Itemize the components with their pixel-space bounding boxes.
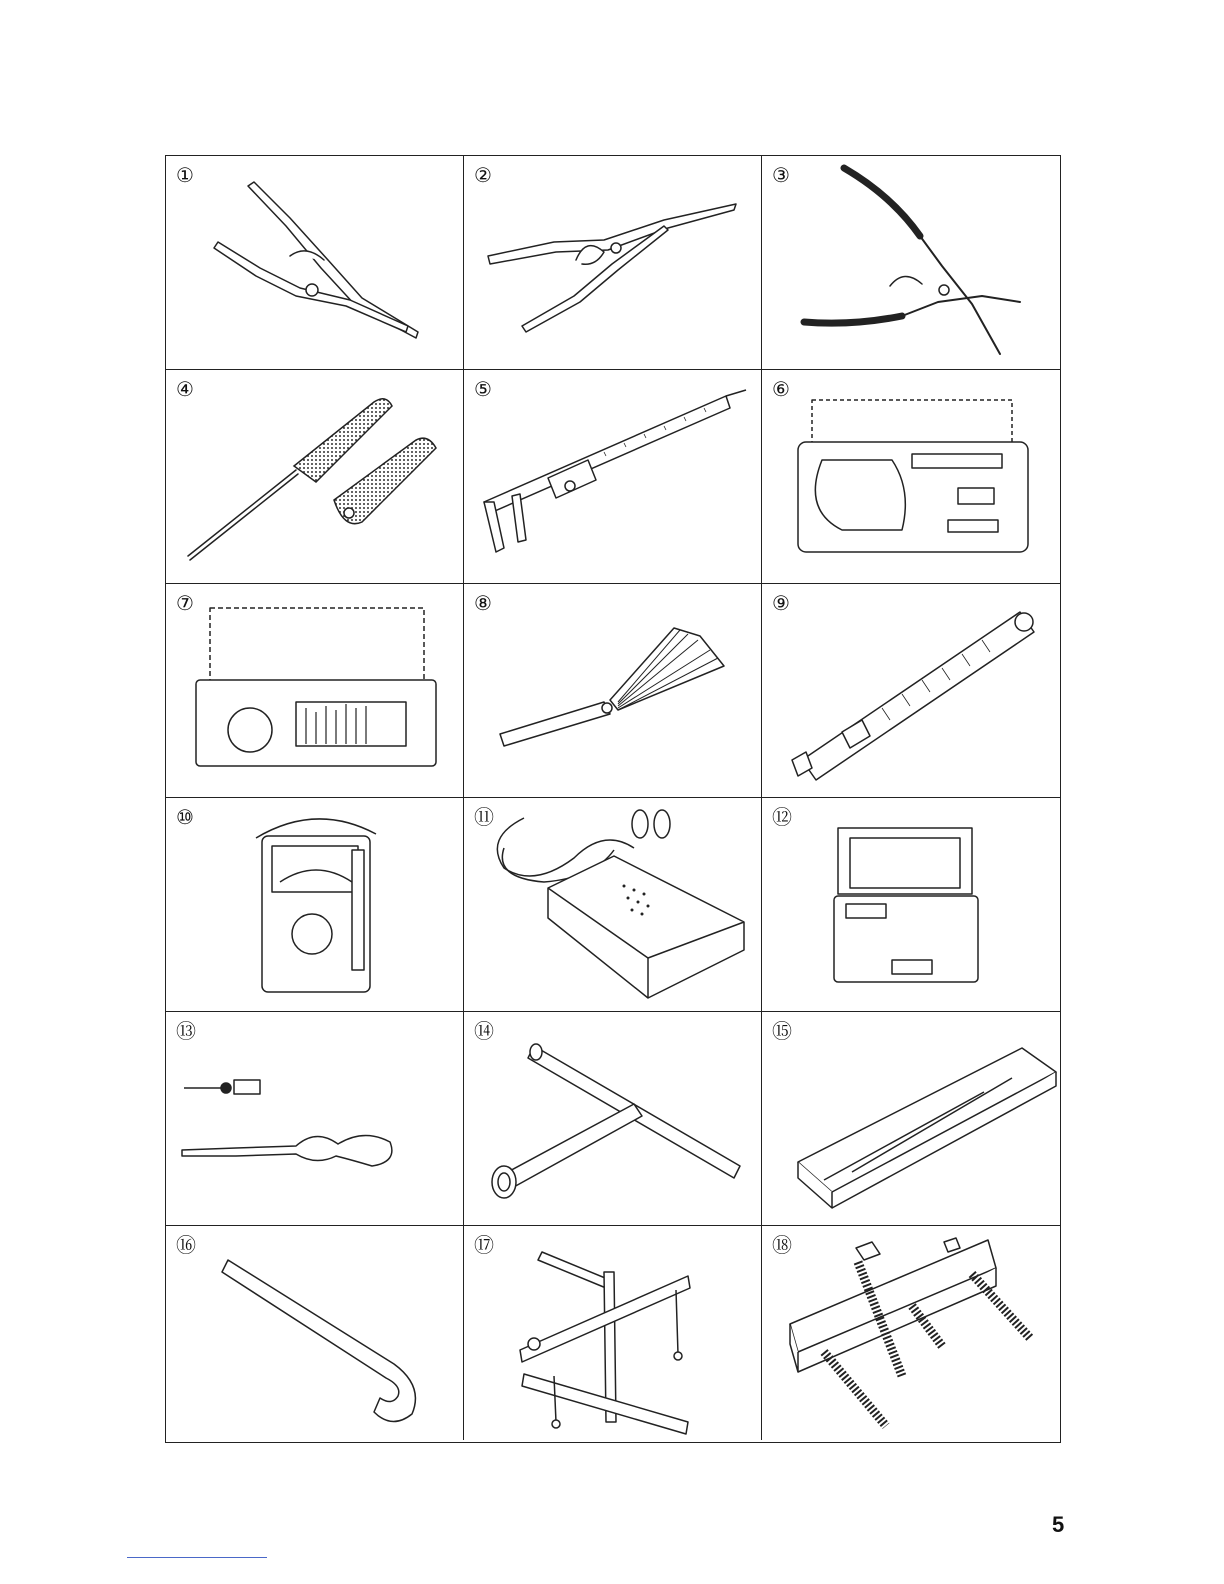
hook-spanner-icon <box>166 1226 464 1440</box>
gauge-bar-icon <box>762 584 1060 798</box>
footer-divider <box>127 1557 267 1558</box>
snap-ring-pliers-icon <box>464 156 762 370</box>
item-number: ⑦ <box>176 591 194 615</box>
item-number: ⑨ <box>772 591 790 615</box>
item-number: ③ <box>772 163 790 187</box>
item-number: ⑯ <box>176 1233 196 1257</box>
tool-cell-2 <box>464 156 762 370</box>
tool-cell-18 <box>762 1226 1060 1440</box>
item-number: ⑫ <box>772 805 792 829</box>
tester-box-icon <box>464 798 762 1012</box>
item-number: ④ <box>176 377 194 401</box>
gauge-plate-icon <box>762 1012 1060 1226</box>
tool-cell-1 <box>166 156 464 370</box>
t-wrench-icon <box>464 1012 762 1226</box>
tool-cell-9 <box>762 584 1060 798</box>
tool-cell-7 <box>166 584 464 798</box>
item-number: ⑮ <box>772 1019 792 1043</box>
dial-gauge-set-icon <box>166 584 464 798</box>
tool-cell-13 <box>166 1012 464 1226</box>
item-number: ⑱ <box>772 1233 792 1257</box>
tool-cell-17 <box>464 1226 762 1440</box>
tool-cell-8 <box>464 584 762 798</box>
tool-cell-12 <box>762 798 1060 1012</box>
probe-tool-icon <box>166 1012 464 1226</box>
tool-cell-4 <box>166 370 464 584</box>
tool-grid <box>165 155 1061 1443</box>
feeler-gauge-icon <box>464 584 762 798</box>
item-number: ⑤ <box>474 377 492 401</box>
snap-ring-pliers-icon <box>166 156 464 370</box>
tool-cell-11 <box>464 798 762 1012</box>
tool-cell-6 <box>762 370 1060 584</box>
page-number: 5 <box>1052 1512 1065 1537</box>
tool-cell-10 <box>166 798 464 1012</box>
tool-cell-3 <box>762 156 1060 370</box>
vernier-caliper-icon <box>464 370 762 584</box>
item-number: ② <box>474 163 492 187</box>
multimeter-icon <box>166 798 464 1012</box>
item-number: ⑰ <box>474 1233 494 1257</box>
tool-cell-15 <box>762 1012 1060 1226</box>
item-number: ① <box>176 163 194 187</box>
item-number: ⑥ <box>772 377 790 401</box>
valve-spring-compressor-icon <box>464 1226 762 1440</box>
screwdriver-icon <box>166 370 464 584</box>
item-number: ⑬ <box>176 1019 196 1043</box>
snap-ring-pliers-icon <box>762 156 1060 370</box>
tool-cell-14 <box>464 1012 762 1226</box>
bolt-puller-icon <box>762 1226 1060 1440</box>
tester-case-icon <box>762 798 1060 1012</box>
item-number: ⑪ <box>474 805 494 829</box>
item-number: ⑧ <box>474 591 492 615</box>
tool-cell-16 <box>166 1226 464 1440</box>
item-number: ⑩ <box>176 805 194 829</box>
micrometer-case-icon <box>762 370 1060 584</box>
item-number: ⑭ <box>474 1019 494 1043</box>
tool-cell-5 <box>464 370 762 584</box>
